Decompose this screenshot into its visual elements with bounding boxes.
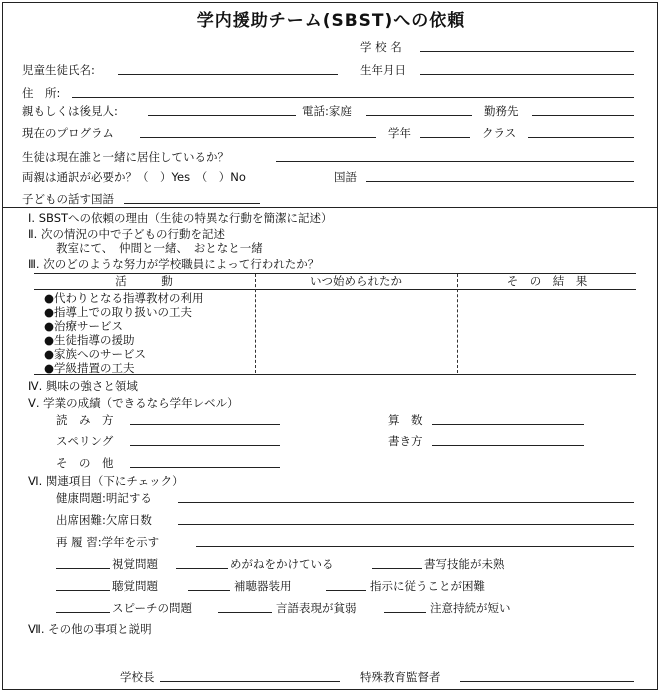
list-item: ●治療サービス: [44, 319, 124, 333]
reading-field[interactable]: [130, 424, 280, 425]
birthdate-field[interactable]: [420, 74, 634, 75]
section-4-heading: Ⅳ. 興味の強さと領域: [28, 379, 138, 393]
hearing-aid-label: 補聴器装用: [234, 579, 292, 593]
column-when: いつ始められたか: [310, 274, 402, 288]
other-label: そ の 他: [56, 456, 114, 470]
handwriting-checkbox[interactable]: [372, 568, 422, 569]
visual-checkbox[interactable]: [56, 568, 110, 569]
list-item: ●学級措置の工夫: [44, 361, 135, 375]
student-name-label: 児童生徒氏名:: [22, 63, 95, 77]
section-3-heading: Ⅲ. 次のどのような努力が学校職員によって行われたか？: [28, 257, 320, 271]
grade-label: 学年: [388, 126, 411, 140]
list-item: ●指導上での取り扱いの工夫: [44, 305, 193, 319]
health-field[interactable]: [178, 502, 634, 503]
column-activity: 活 動: [115, 274, 173, 288]
table-column-divider: [457, 274, 458, 373]
work-field[interactable]: [532, 115, 634, 116]
repeat-label: 再 履 習:学年を示す: [56, 535, 160, 549]
writing-label: 書き方: [388, 434, 423, 448]
interpreter-label: 両親は通訳が必要か？（ ）Yes （ ）No: [22, 170, 246, 184]
parent-label: 親もしくは後見人:: [22, 104, 118, 118]
attendance-field[interactable]: [178, 524, 634, 525]
section-5-heading: Ⅴ. 学業の成績（できるなら学年レベル）: [28, 396, 239, 410]
hearing-label: 聴覚問題: [112, 579, 158, 593]
follow-label: 指示に従うことが困難: [370, 579, 485, 593]
class-field[interactable]: [528, 137, 634, 138]
glasses-checkbox[interactable]: [176, 568, 228, 569]
table-column-divider: [255, 274, 256, 373]
spelling-field[interactable]: [130, 445, 280, 446]
attention-label: 注意持続が短い: [430, 601, 511, 615]
health-label: 健康問題:明記する: [56, 491, 152, 505]
supervisor-signature-field[interactable]: [460, 681, 634, 682]
expression-label: 言語表現が貧弱: [276, 601, 357, 615]
student-name-field[interactable]: [118, 74, 338, 75]
language-field[interactable]: [366, 181, 634, 182]
attention-checkbox[interactable]: [384, 612, 426, 613]
other-field[interactable]: [130, 467, 280, 468]
hearing-aid-checkbox[interactable]: [188, 590, 230, 591]
table-bottom-line: [34, 374, 636, 375]
section-divider: [2, 207, 658, 208]
repeat-field[interactable]: [196, 546, 634, 547]
program-label: 現在のプログラム: [22, 126, 114, 140]
follow-checkbox[interactable]: [326, 590, 366, 591]
speech-label: スピーチの問題: [112, 601, 193, 615]
attendance-label: 出席困難:欠席日数: [56, 513, 152, 527]
reading-label: 読 み 方: [56, 413, 114, 427]
handwriting-label: 書写技能が未熟: [424, 557, 505, 571]
glasses-label: めがねをかけている: [230, 557, 334, 571]
school-name-label: 学 校 名: [360, 40, 402, 54]
table-header-line: [34, 289, 636, 290]
phone-home-field[interactable]: [366, 115, 472, 116]
form-title: 学内援助チーム(SBST)への依頼: [196, 11, 466, 31]
list-item: ●生徒指導の援助: [44, 333, 135, 347]
visual-label: 視覚問題: [112, 557, 158, 571]
principal-label: 学校長: [120, 670, 155, 684]
address-label: 住 所:: [22, 86, 61, 100]
school-name-field[interactable]: [420, 51, 634, 52]
child-language-label: 子どもの話す国語: [22, 192, 114, 206]
hearing-checkbox[interactable]: [56, 590, 110, 591]
writing-field[interactable]: [432, 445, 584, 446]
section-2-subheading: 教室にて、 仲間と一緒、 おとなと一緒: [56, 241, 263, 255]
arithmetic-label: 算 数: [388, 413, 423, 427]
work-label: 勤務先: [484, 104, 519, 118]
child-language-field[interactable]: [124, 203, 260, 204]
living-with-label: 生徒は現在誰と一緒に居住しているか？: [22, 150, 229, 164]
section-6-heading: Ⅵ. 関連項目（下にチェック）: [28, 474, 184, 488]
class-label: クラス: [482, 126, 517, 140]
address-field[interactable]: [72, 97, 634, 98]
section-1-heading: Ⅰ. SBSTへの依頼の理由（生徒の特異な行動を簡潔に記述）: [28, 211, 333, 225]
grade-field[interactable]: [420, 137, 470, 138]
program-field[interactable]: [140, 137, 376, 138]
list-item: ●家族へのサービス: [44, 347, 147, 361]
living-with-field[interactable]: [276, 161, 634, 162]
spelling-label: スペリング: [56, 434, 114, 448]
arithmetic-field[interactable]: [432, 424, 584, 425]
supervisor-label: 特殊教育監督者: [360, 670, 441, 684]
principal-signature-field[interactable]: [160, 681, 340, 682]
column-result: そ の 結 果: [506, 274, 588, 288]
parent-field[interactable]: [148, 115, 296, 116]
section-7-heading: Ⅶ. その他の事項と説明: [28, 622, 152, 636]
speech-checkbox[interactable]: [56, 612, 110, 613]
language-label: 国語: [334, 170, 357, 184]
birthdate-label: 生年月日: [360, 63, 406, 77]
list-item: ●代わりとなる指導教材の利用: [44, 291, 204, 305]
expression-checkbox[interactable]: [218, 612, 272, 613]
phone-home-label: 電話:家庭: [302, 104, 352, 118]
section-2-heading: Ⅱ. 次の情況の中で子どもの行動を記述: [28, 227, 225, 241]
